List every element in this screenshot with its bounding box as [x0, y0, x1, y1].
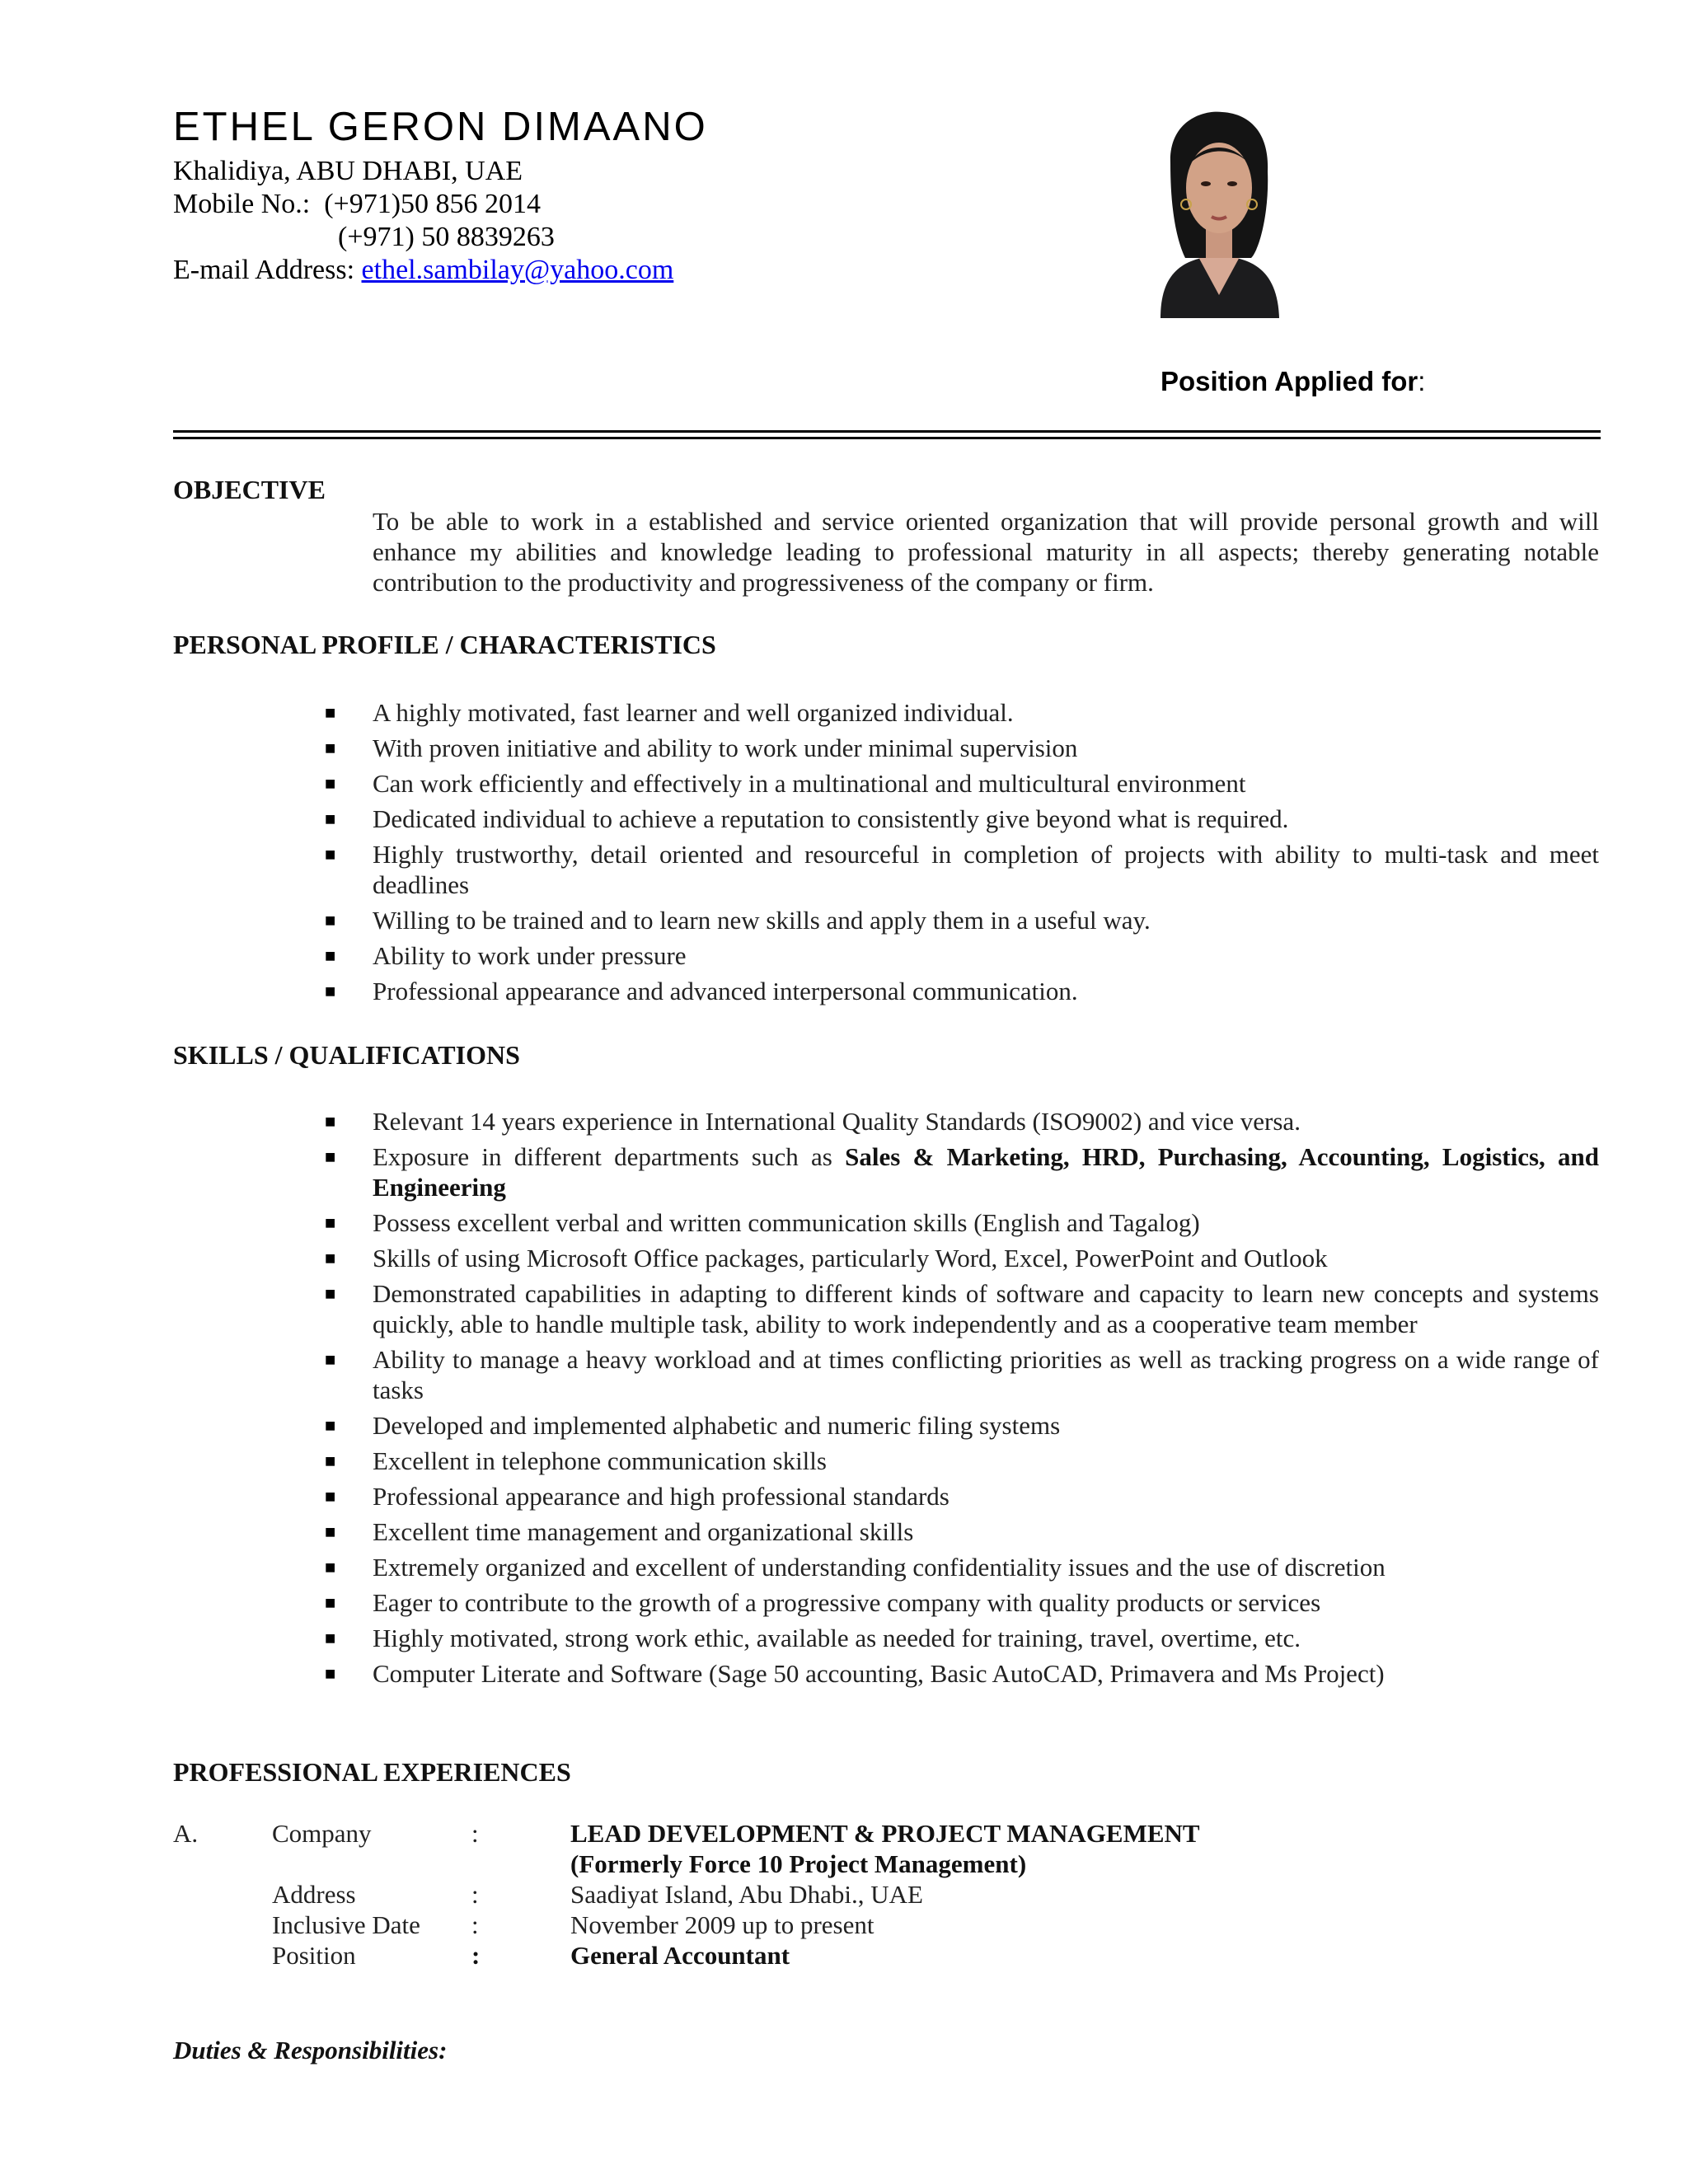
- profile-item: ■ Highly trustworthy, detail oriented and resourceful in completion of projects with ability to multi-task and meet deadlines: [325, 840, 1599, 899]
- separator: :: [471, 1941, 481, 1970]
- separator: :: [471, 1910, 479, 1939]
- mobile-label: Mobile No.:: [173, 189, 311, 219]
- header-rule-bottom: [173, 437, 1601, 439]
- position-applied-text: Position Applied for: [1160, 366, 1418, 396]
- bullet-icon: ■: [325, 1212, 336, 1233]
- bullet-icon: ■: [325, 1451, 336, 1471]
- skills-item: ■ Possess excellent verbal and written communication skills (English and Tagalog): [325, 1208, 1200, 1237]
- departments-bold: Sales & Marketing, HRD, Purchasing, Accounting, Logistics, and Engineering: [373, 1142, 1600, 1202]
- skills-item: ■ Excellent time management and organizational skills: [325, 1517, 914, 1546]
- date-label: Inclusive Date: [272, 1910, 420, 1939]
- skills-item: ■ Highly motivated, strong work ethic, available as needed for training, travel, overtime, etc.: [325, 1624, 1301, 1652]
- email-line: [173, 254, 673, 287]
- skills-item: ■ Relevant 14 years experience in International Quality Standards (ISO9002) and vice versa.: [325, 1107, 1301, 1136]
- position-label: Position: [272, 1941, 356, 1970]
- skills-item: ■ Demonstrated capabilities in adapting to different kinds of software and capacity to learn new concepts and systems quickly, able to handle multiple task, ability to work independently and as a cooperative team member: [325, 1279, 1599, 1338]
- company-value: LEAD DEVELOPMENT & PROJECT MANAGEMENT: [570, 1819, 1200, 1848]
- separator: :: [471, 1880, 479, 1909]
- skills-item: ■ Excellent in telephone communication skills: [325, 1446, 827, 1475]
- skills-item: ■ Computer Literate and Software (Sage 50 accounting, Basic AutoCAD, Primavera and Ms Project): [325, 1659, 1385, 1688]
- bullet-icon: ■: [325, 1592, 336, 1613]
- profile-item: ■ Can work efficiently and effectively in a multinational and multicultural environment: [325, 769, 1246, 798]
- address-line: Khalidiya, ABU DHABI, UAE: [173, 156, 523, 186]
- bullet-icon: ■: [325, 1146, 336, 1167]
- profile-item: ■ Professional appearance and advanced interpersonal communication.: [325, 977, 1078, 1005]
- address-label: Address: [272, 1880, 356, 1909]
- bullet-icon: ■: [325, 702, 336, 723]
- skills-item: ■ Professional appearance and high professional standards: [325, 1482, 950, 1511]
- bullet-icon: ■: [325, 1521, 336, 1542]
- bullet-icon: ■: [325, 1349, 336, 1370]
- objective-text: To be able to work in a established and service oriented organization that will provide personal growth and will enhance my abilities and knowledge leading to professional maturity in all aspects; thereby generating notable contribution to the productivity and progressiveness of the company or firm.: [373, 507, 1599, 597]
- skills-item: ■ Ability to manage a heavy workload and at times conflicting priorities as well as tracking progress on a wide range of tasks: [325, 1345, 1599, 1404]
- bullet-icon: ■: [325, 844, 336, 865]
- photo-eye-right: [1227, 181, 1237, 186]
- skills-list: [325, 1106, 1600, 1694]
- bullet-icon: ■: [325, 1415, 336, 1436]
- date-value: November 2009 up to present: [570, 1910, 874, 1939]
- applicant-photo: [1128, 105, 1311, 318]
- objective-heading: OBJECTIVE: [173, 475, 326, 504]
- experience-index: A.: [173, 1819, 199, 1848]
- applicant-name: ETHEL GERON DIMAANO: [173, 105, 708, 149]
- address-value: Saadiyat Island, Abu Dhabi., UAE: [570, 1880, 923, 1909]
- position-applied-label: [1160, 366, 1425, 397]
- profile-heading: PERSONAL PROFILE / CHARACTERISTICS: [173, 630, 716, 659]
- skills-item: ■ Eager to contribute to the growth of a progressive company with quality products or services: [325, 1588, 1321, 1617]
- mobile-line: [173, 188, 673, 221]
- experience-heading: PROFESSIONAL EXPERIENCES: [173, 1757, 571, 1787]
- skills-heading: SKILLS / QUALIFICATIONS: [173, 1040, 520, 1070]
- separator: :: [471, 1819, 479, 1848]
- mobile-number-1: (+971)50 856 2014: [324, 189, 542, 219]
- company-label: Company: [272, 1819, 372, 1848]
- profile-item: ■ A highly motivated, fast learner and well organized individual.: [325, 698, 1014, 727]
- bullet-icon: ■: [325, 1248, 336, 1268]
- bullet-icon: ■: [325, 773, 336, 794]
- profile-list: [325, 697, 1599, 1011]
- bullet-icon: ■: [325, 910, 336, 930]
- profile-item: ■ With proven initiative and ability to work under minimal supervision: [325, 733, 1078, 762]
- bullet-icon: ■: [325, 945, 336, 966]
- bullet-icon: ■: [325, 1111, 336, 1132]
- profile-item: ■ Willing to be trained and to learn new skills and apply them in a useful way.: [325, 906, 1151, 935]
- bullet-icon: ■: [325, 1628, 336, 1648]
- company-former: (Formerly Force 10 Project Management): [570, 1849, 1027, 1878]
- profile-item: ■ Ability to work under pressure: [325, 941, 687, 970]
- photo-eye-left: [1201, 181, 1211, 186]
- position-value: General Accountant: [570, 1941, 790, 1970]
- bullet-icon: ■: [325, 1283, 336, 1304]
- bullet-icon: ■: [325, 738, 336, 758]
- duties-heading: Duties & Responsibilities:: [173, 2036, 448, 2064]
- bullet-icon: ■: [325, 1557, 336, 1577]
- email-link[interactable]: ethel.sambilay@yahoo.com: [361, 255, 674, 285]
- bullet-icon: ■: [325, 1663, 336, 1684]
- mobile-number-2: (+971) 50 8839263: [338, 222, 555, 252]
- skills-item: ■ Exposure in different departments such as Sales & Marketing, HRD, Purchasing, Accounting, Logistics, and Engineering: [325, 1142, 1600, 1202]
- contact-block: [173, 155, 673, 287]
- header-rule-top: [173, 430, 1601, 433]
- profile-item: ■ Dedicated individual to achieve a reputation to consistently give beyond what is required.: [325, 804, 1289, 833]
- bullet-icon: ■: [325, 808, 336, 829]
- skills-item: ■ Extremely organized and excellent of understanding confidentiality issues and the use of discretion: [325, 1553, 1386, 1582]
- bullet-icon: ■: [325, 1486, 336, 1507]
- bullet-icon: ■: [325, 981, 336, 1001]
- skills-item: ■ Developed and implemented alphabetic and numeric filing systems: [325, 1411, 1061, 1440]
- skills-item: ■ Skills of using Microsoft Office packages, particularly Word, Excel, PowerPoint and Outlook: [325, 1244, 1328, 1272]
- position-applied-colon: :: [1418, 366, 1426, 396]
- email-label: E-mail Address:: [173, 255, 355, 285]
